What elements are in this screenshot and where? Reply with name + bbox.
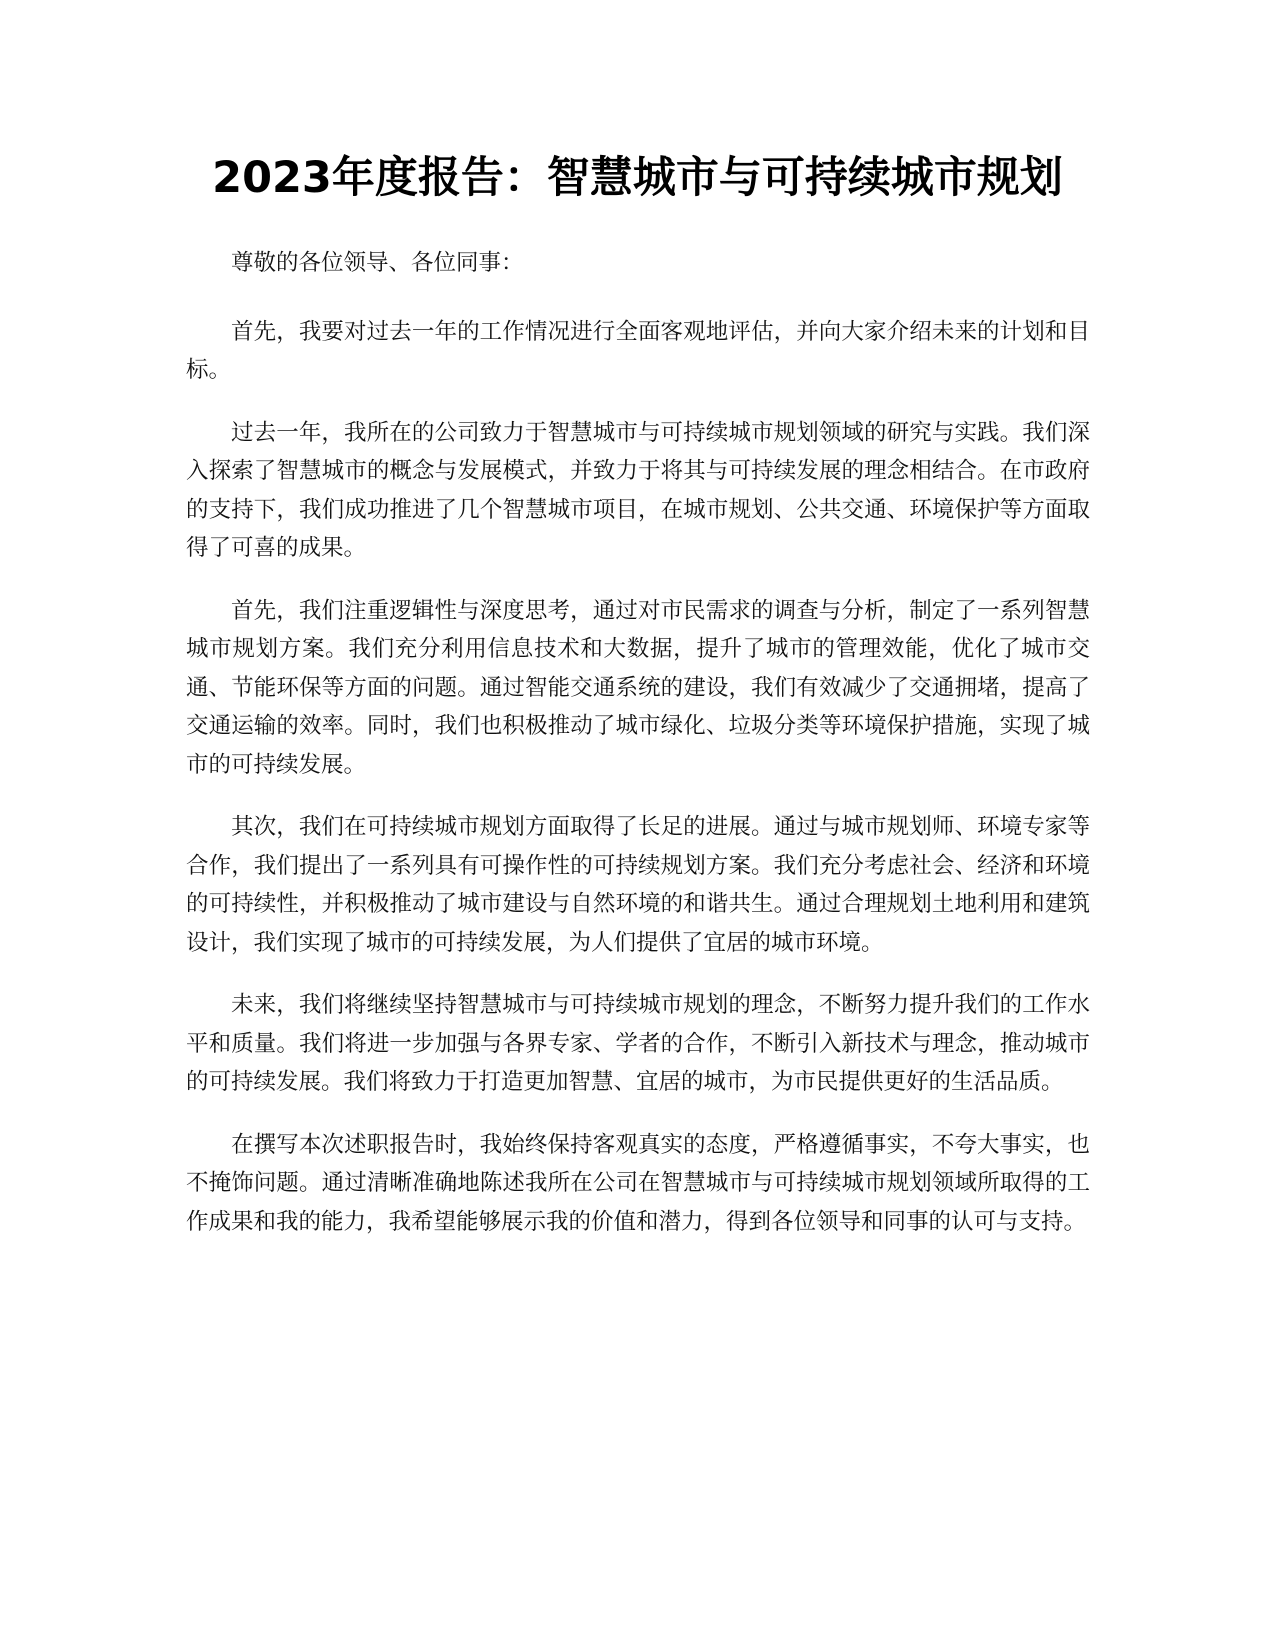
document-title: 2023年度报告：智慧城市与可持续城市规划 (212, 153, 1063, 203)
document-body (186, 244, 1090, 1265)
salutation: 尊敬的各位领导、各位同事： (231, 250, 524, 276)
paragraph-conclusion: 在撰写本次述职报告时，我始终保持客观真实的态度，严格遵循事实，不夸大事实，也不掩饰问题。通过清晰准确地陈述我所在公司在智慧城市与可持续城市规划领域所取得的工作成果和我的能力，我希望能够展示我的价值和潜力，得到各位领导和同事的认可与支持。 (186, 1131, 1090, 1235)
paragraph-intro: 首先，我要对过去一年的工作情况进行全面客观地评估，并向大家介绍未来的计划和目标。 (186, 318, 1090, 383)
paragraph-smart-city: 首先，我们注重逻辑性与深度思考，通过对市民需求的调查与分析，制定了一系列智慧城市规划方案。我们充分利用信息技术和大数据，提升了城市的管理效能，优化了城市交通、节能环保等方面的问题。通过智能交通系统的建设，我们有效减少了交通拥堵，提高了交通运输的效率。同时，我们也积极推动了城市绿化、垃圾分类等环境保护措施，实现了城市的可持续发展。 (186, 597, 1090, 778)
paragraph-sustainable-planning: 其次，我们在可持续城市规划方面取得了长足的进展。通过与城市规划师、环境专家等合作，我们提出了一系列具有可操作性的可持续规划方案。我们充分考虑社会、经济和环境的可持续性，并积极推动了城市建设与自然环境的和谐共生。通过合理规划土地利用和建筑设计，我们实现了城市的可持续发展，为人们提供了宜居的城市环境。 (186, 814, 1090, 956)
paragraph-future: 未来，我们将继续坚持智慧城市与可持续城市规划的理念，不断努力提升我们的工作水平和质量。我们将进一步加强与各界专家、学者的合作，不断引入新技术与理念，推动城市的可持续发展。我们将致力于打造更加智慧、宜居的城市，为市民提供更好的生活品质。 (186, 992, 1090, 1095)
paragraph-past-year: 过去一年，我所在的公司致力于智慧城市与可持续城市规划领域的研究与实践。我们深入探索了智慧城市的概念与发展模式，并致力于将其与可持续发展的理念相结合。在市政府的支持下，我们成功推进了几个智慧城市项目，在城市规划、公共交通、环境保护等方面取得了可喜的成果。 (186, 419, 1090, 561)
